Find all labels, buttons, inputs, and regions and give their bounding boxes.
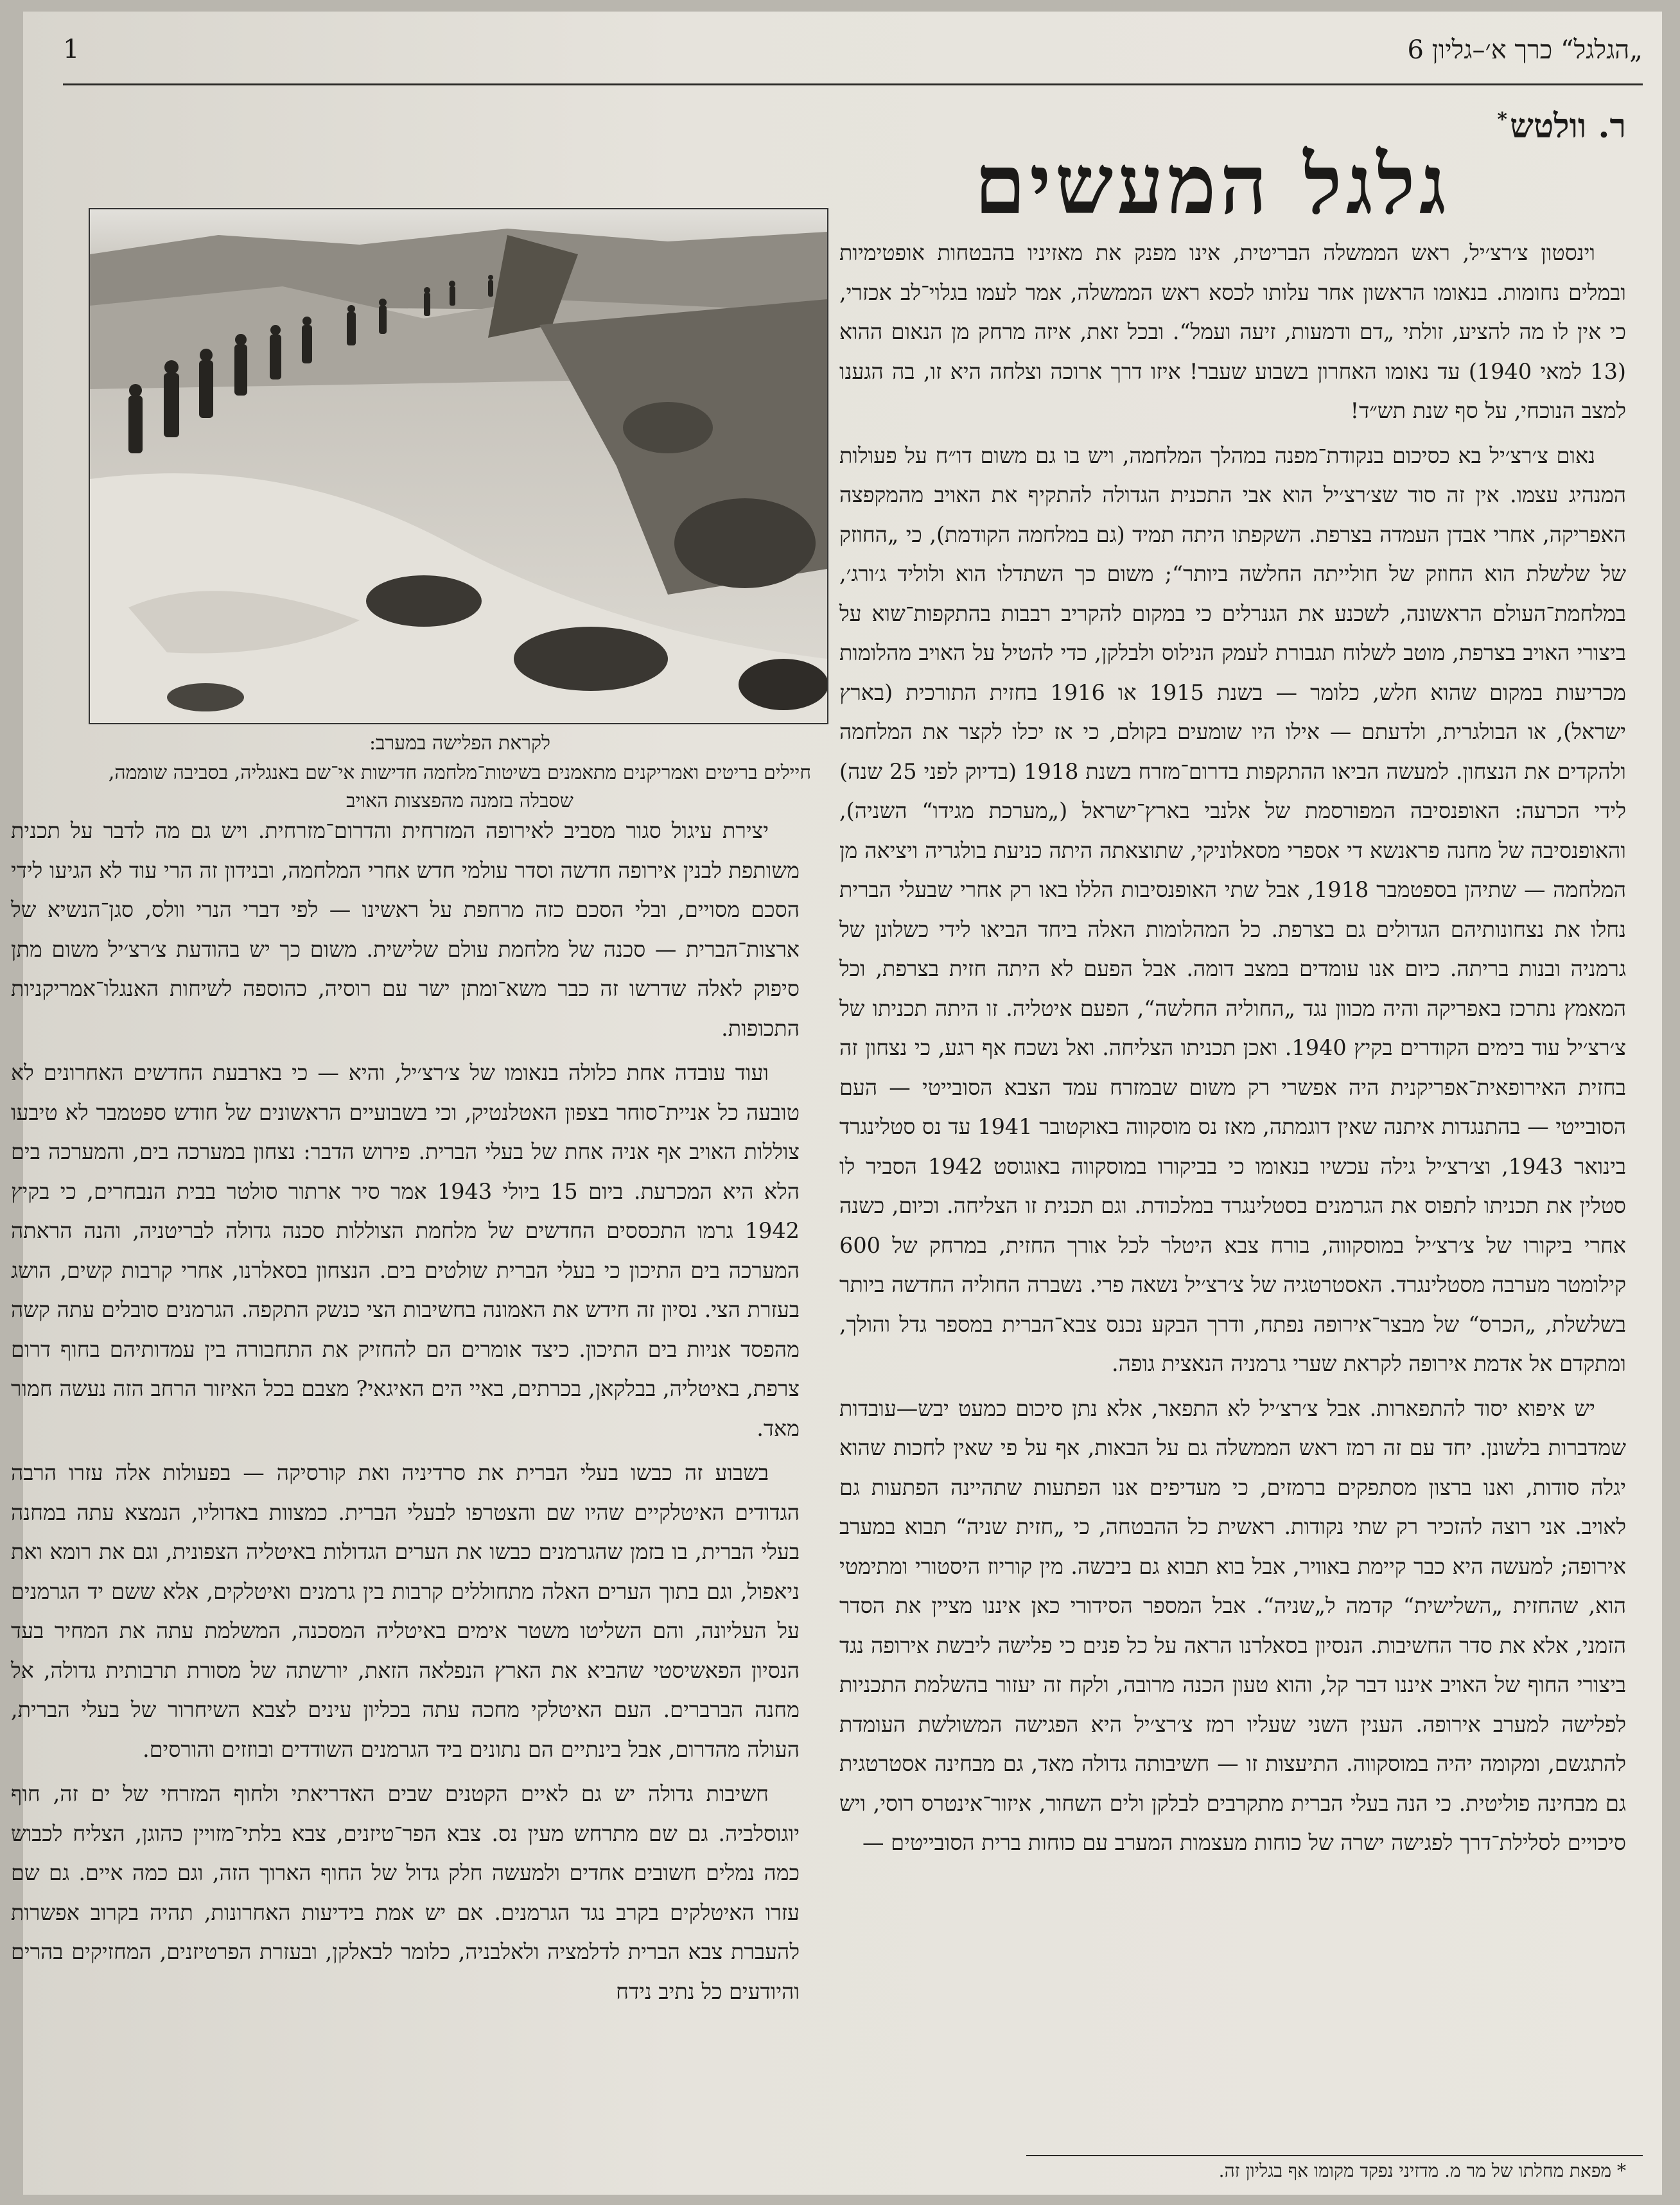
publication-title: „הגלגל“ כרך א׳–גליון 6 xyxy=(1407,35,1643,65)
footnote: * מפאת מחלתו של מר מ. מדזיני נפקד מקומו אף בגליון זה. xyxy=(1218,2160,1626,2181)
author-name: ר. וולטש xyxy=(1510,107,1626,146)
photo-caption xyxy=(81,729,839,815)
article-author xyxy=(1497,107,1626,146)
paragraph: בשבוע זה כבשו בעלי הברית את סרדיניה ואת קורסיקה — בפעולות אלה עזרו הרבה הגדודים האיטלקיים שהיו שם והצטרפו לבעלי הברית. כמצוות באדוליו, הנמצא עתה במחנה בעלי הברית, בו בזמן שהגרמנים כבשו את הערים הגדולות באיטליה הצפונית, וגם את רומא ואת ניאפול, וגם בתוך הערים האלה מתחוללים קרבות בין גרמנים ואיטלקים, אלא ששם יד הגרמנים על העליונה, והם השליטו משטר אימים באיטליה המסכנה, המשלמת עתה את המחיר בעד הנסיון הפאשיסטי שהביא את הארץ הנפלאה הזאת, יורשתה של מסורת תרבותית גדולה, אל מחנה הברברים. העם האיטלקי מחכה עתה בכליון עינים לצבא השיחרור של בעלי הברית, העולה מהדרום, אבל בינתיים הם נתונים ביד הגרמנים השודדים ובוזזים והורסים. xyxy=(11,1460,800,1762)
paragraph: ועוד עובדה אחת כלולה בנאומו של צ׳רצ׳יל, והיא — כי בארבעת החדשים האחרונים לא טובעה כל אניית־סוחר בצפון האטלנטיק, וכי בשבועיים הראשונים של חודש ספטמבר לא טיבעו צוללות האויב אף אניה אחת של בעלי הברית. פירוש הדבר: נצחון במערכה בים, והמערכה בים הלא היא המכרעת. ביום 15 ביולי 1943 אמר סיר ארתור סולטר בבית הנבחרים, כי בקיץ 1942 גרמו התכססים החדשים של מלחמת הצוללות סכנה גדולה לבריטניה, והנה הראתה המערכה בים התיכון כי בעלי הברית שולטים בים. הנצחון בסאלרנו, אחרי קרבות קשים, הושג בעזרת הצי. נסיון זה חידש את האמונה בחשיבות הצי כנשק התקפה. הגרמנים סובלים עתה קשה מהפסד אניות בים התיכון. כיצד אומרים הם להחזיק את התחבורה בין עמדותיהם בחוף דרום צרפת, באיטליה, בבלקאן, בכרתים, באיי הים האיגאי? מצבם בכל האיזור הרחב הזה נעשה חמור מאד. xyxy=(11,1060,800,1441)
paragraph: נאום צ׳רצ׳יל בא כסיכום בנקודת־מפנה במהלך המלחמה, ויש בו גם משום דו״ח על פעולות המנהיג עצמו. אין זה סוד שצ׳רצ׳יל הוא אבי התכנית הגדולה להתקיף את האויב מהמקפצה האפריקה, אחרי אבדן העמדה בצרפת. השקפתו היתה תמיד (גם במלחמה הקודמת), כי „החוזק של שלשלת הוא החוזק של חולייתה החלשה ביותר“; משום כך השתדלו הוא ולוליד ג׳ורג׳, במלחמת־העולם הראשונה, לשכנע את הגנרלים כי במקום להקריב רבבות בהתקפות־שוא על ביצורי האויב בצרפת, מוטב לשלוח תגבורת לעמק הנילוס ולבלקן, כדי להטיל על האויב מהלומות מכריעות במקום שהוא חלש, כלומר — בשנת 1915 או 1916 בחזית התורכית (בארץ ישראל), או הבולגרית, ולדעתם — אילו היו שומעים בקולם, כי אז יכלו לקצר את המלחמה ולהקדים את הנצחון. למעשה הביאו ההתקפות בדרום־מזרח בשנת 1918 (בדיוק לפני 25 שנה) לידי הכרעה: האופנסיבה המפורסמת של אלנבי בארץ־ישראל („מערכת מגידו“ השניה), והאופנסיבה של מחנה פראנשא די אספרי מסאלוניקי, שתוצאתה היתה כניעת בולגריה ויציאה מן המלחמה — שתיהן בספטמבר 1918, אבל שתי האופנסיבות הללו באו רק אחרי שבעלי הברית נחלו את נצחונותיהם הגדולים גם בצרפת. כל המהלומות האלה ביחד הביאו לידי כשלונן של גרמניה ובנות בריתה. כיום אנו עומדים במצב דומה. אבל הפעם לא היתה חזית בצרפת, וכל המאמץ נתרכז באפריקה והיה מכוון נגד „החוליה החלשה“, הפעם איטליה. זו היתה תכניתו של צ׳רצ׳יל עוד בימים הקודרים בקיץ 1940. ואכן תכניתו הצליחה. ואל נשכח אף רגע, כי נצחון זה בחזית האירופאית־אפריקנית היה אפשרי רק משום שבמזרח עמד הצבא הסובייטי — העם הסובייטי — בהתנגדות איתנה שאין דוגמתה, מאז נס מוסקווה באוקטובר 1941 עד נס סטלינגרד בינואר 1943, וצ׳רצ׳יל גילה עכשיו בנאומו כי בביקורו במוסקווה באוגוסט 1942 הסביר לו סטלין את תכניתו לתפוס את הגרמנים בסטלינגרד במלכודת. וגם תכנית זו הצליחה. וכיום, כשנה אחרי ביקורו של צ׳רצ׳יל במוסקווה, בורח צבא היטלר לכל אורך החזית, במרחק של 600 קילומטר מערבה מסטלינגרד. האסטרטגיה של צ׳רצ׳יל נשאה פרי. נשברה החוליה החדשה ביותר בשלשלת, „הכרס“ של מבצר־אירופה נפתח, ודרך הבקע נכנס צבא־הברית במספר גדל והולך, ומתקדם אל אדמת אירופה לקראת שערי גרמניה הנאצית גופה. xyxy=(839,442,1627,1376)
author-footnote-mark: * xyxy=(1497,109,1508,131)
soldiers-photo xyxy=(89,208,828,724)
header-divider xyxy=(63,83,1643,85)
page-number: 1 xyxy=(63,35,80,64)
article-column-right xyxy=(839,233,1626,1868)
article-headline: גלגל המעשים xyxy=(974,137,1450,233)
paragraph: חשיבות גדולה יש גם לאיים הקטנים שבים האדריאתי ולחוף המזרחי של ים זה, חוף יוגוסלביה. גם שם מתרחש מעין נס. צבא הפר־טיזנים, צבא בלתי־מזויין כהוגן, הצליח לכבוש כמה נמלים חשובים אחדים ולמעשה חלק גדול של החוף הארוך הזה, וגם כמה איים. גם שם עזרו האיטלקים בקרב נגד הגרמנים. אם יש אמת בידיעות האחרונות, תהיה בקרוב אפשרות להעברת צבא הברית לדלמציה ולאלבניה, כלומר לבאלקן, ובעזרת הפרטיזנים, המחזיקים בהרים והיודעים כל נתיב נידח xyxy=(11,1781,800,2004)
caption-text: חיילים בריטים ואמריקנים מתאמנים בשיטות־מלחמה חדישות אי־שם באנגליה, בסביבה שוממה, שסבלה בזמנה מהפצצות האויב xyxy=(108,762,812,812)
footnote-divider xyxy=(1026,2155,1643,2156)
page-header xyxy=(23,31,1662,82)
paragraph: יצירת עיגול סגור מסביב לאירופה המזרחית והדרום־מזרחית. ויש גם מה לדבר על תכנית משותפת לבנין אירופה חדשה וסדר עולמי חדש אחרי המלחמה, ובנידון זה הרי עוד לא הגיעו לידי הסכם מסויים, ובלי הסכם כזה מרחפת על ראשינו — לפי דברי הנרי וולס, סגן־הנשיא של ארצות־הברית — סכנה של מלחמת עולם שלישית. משום כך יש בהודעת צ׳רצ׳יל משום מתן סיפוק לאלה שדרשו זה כבר משא־ומתן ישר עם רוסיה, כהוספה לשיחות האנגלו־אמריקניות התכופות. xyxy=(11,818,800,1041)
paragraph: יש איפוא יסוד להתפארות. אבל צ׳רצ׳יל לא התפאר, אלא נתן סיכום כמעט יבש—עובדות שמדברות בלשונן. יחד עם זה רמז ראש הממשלה גם על הבאות, אף על פי שאין לחכות שהוא יגלה סודות, ואנו ברצון מסתפקים ברמזים, כי מעדיפים אנו הפתעות שתהיינה הפתעות גם לאויב. אני רוצה להזכיר רק שתי נקודות. ראשית כל ההבטחה, כי „חזית שניה“ תבוא במערב אירופה; למעשה היא כבר קיימת באוויר, אבל בוא תבוא גם ביבשה. מין קוריוז היסטורי ומתימטי הוא, שהחזית „השלישית“ קדמה ל„שניה“. אבל המספר הסידורי כאן איננו מציין את הסדר הזמני, אלא את סדר החשיבות. הנסיון בסאלרנו הראה על כל פנים כי פלישה ליבשת אירופה נגד ביצורי החוף של האויב איננו דבר קל, והוא טעון הכנה מרובה, ולקח זה יעזור בהשלמת התכניות לפלישה למערב אירופה. הענין השני שעליו רמז צ׳רצ׳יל היא הפגישה המשולשת העומדת להתגשם, ומקומה יהיה במוסקווה. התיעצות זו — חשיבותה גדולה מאד, גם מבחינה אסטרטגית גם מבחינה פוליטית. כי הנה בעלי הברית מתקרבים לבלקן ולים השחור, איזור־אינטרס רוסי, ויש סיכויים לסלילת־דרך לפגישה ישרה של כוחות מעצמות המערב עם כוחות ברית הסובייטים — xyxy=(839,1395,1626,1855)
caption-title: לקראת הפלישה במערב: xyxy=(369,732,551,754)
article-column-left xyxy=(11,811,800,2016)
newspaper-page xyxy=(11,12,1662,2195)
paragraph: וינסטון צ׳רצ׳יל, ראש הממשלה הבריטית, אינו מפנק את מאזיניו בהבטחות אופטימיות ובמלים נחומות. בנאומו הראשון אחר עלותו לכסא ראש הממשלה, אמר לעמו בגלוי־לב אכזרי, כי אין לו מה להציע, זולתי „דם ודמעות, זיעה ועמל“. ובכל זאת, איזה מרחק מן הנאום ההוא (13 למאי 1940) עד נאומו האחרון בשבוע שעבר! איזו דרך ארוכה וצלחה היא זו, בה הגענו למצב הנוכחי, על סף שנת תש״ד! xyxy=(839,240,1626,423)
